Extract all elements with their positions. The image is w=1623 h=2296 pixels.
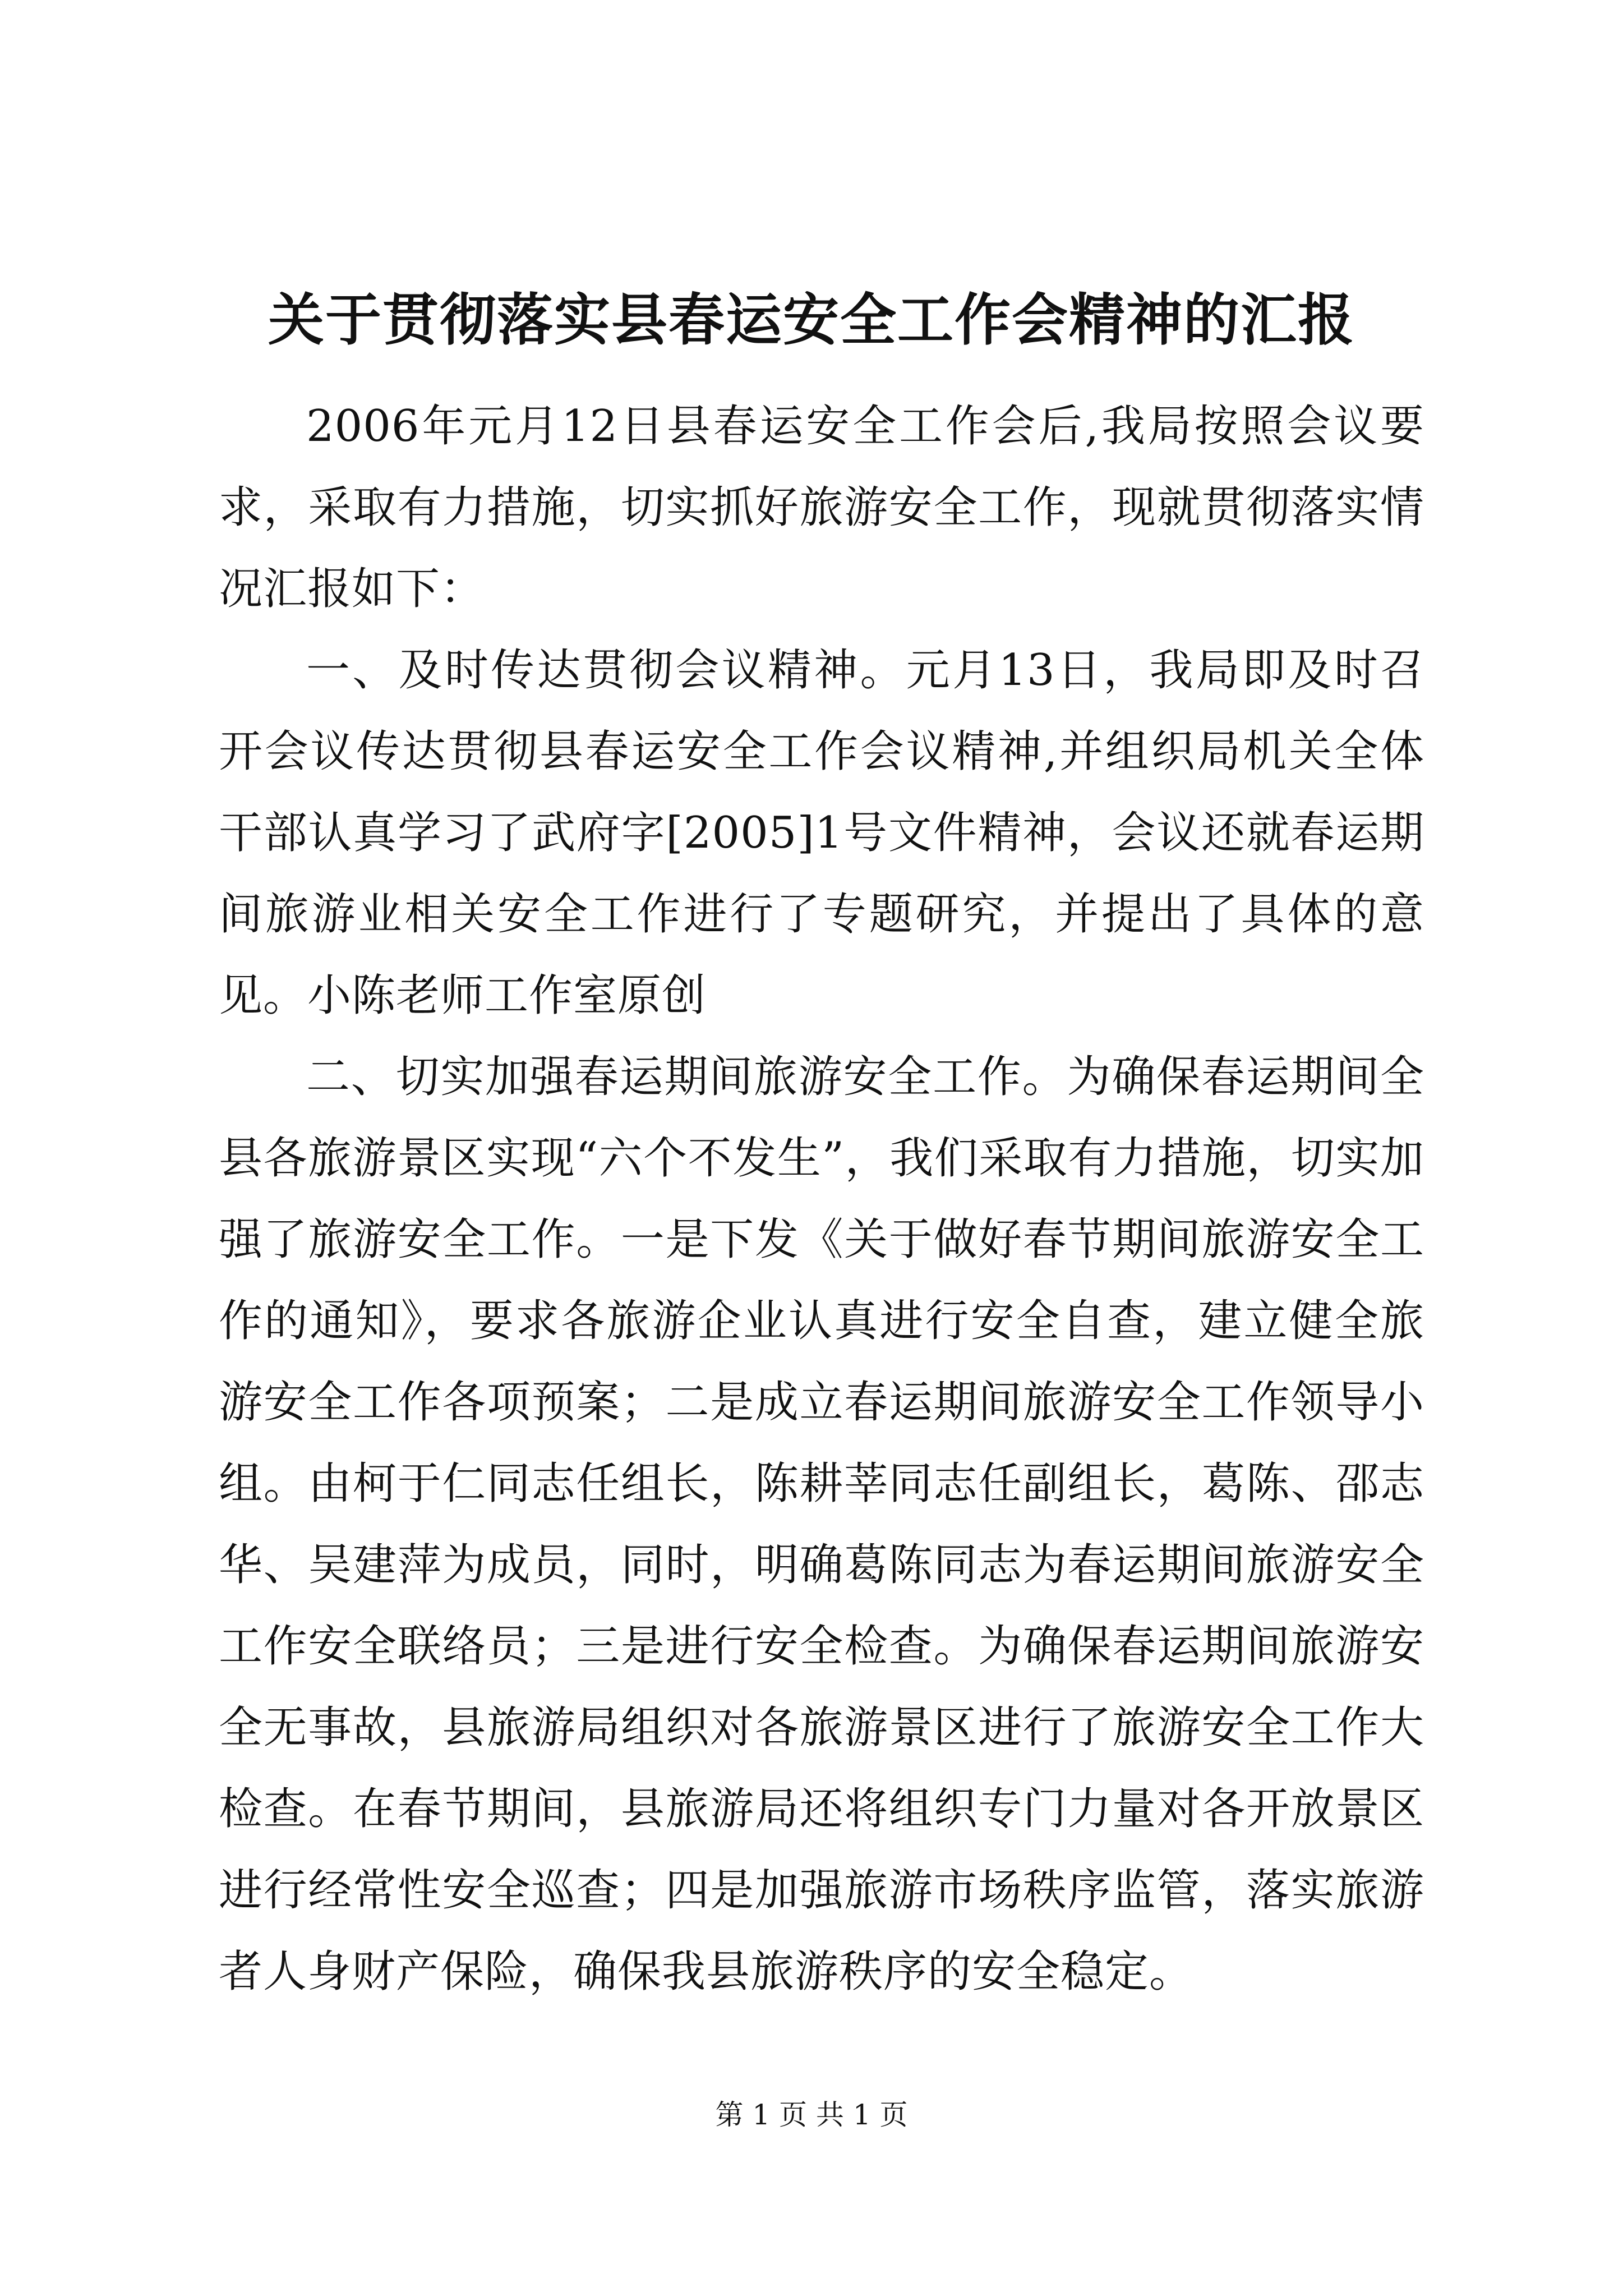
paragraph-intro: 2006年元月12日县春运安全工作会后,我局按照会议要求，采取有力措施，切实抓好旅游安全工作，现就贯彻落实情况汇报如下： [219, 401, 1424, 614]
document-body [219, 386, 1424, 2013]
document-title: 关于贯彻落实县春运安全工作会精神的汇报 [268, 287, 1355, 353]
page-number-footer: 第 1 页 共 1 页 [715, 2099, 908, 2131]
paragraph-section-two: 二、切实加强春运期间旅游安全工作。为确保春运期间全县各旅游景区实现“六个不发生”，我们采取有力措施，切实加强了旅游安全工作。一是下发《关于做好春节期间旅游安全工作的通知》，要求各旅游企业认真进行安全自查，建立健全旅游安全工作各项预案；二是成立春运期间旅游安全工作领导小组。由柯于仁同志任组长，陈耕莘同志任副组长，葛陈、邵志华、吴建萍为成员，同时，明确葛陈同志为春运期间旅游安全工作安全联络员；三是进行安全检查。为确保春运期间旅游安全无事故，县旅游局组织对各旅游景区进行了旅游安全工作大检查。在春节期间，县旅游局还将组织专门力量对各开放景区进行经常性安全巡查；四是加强旅游市场秩序监管，落实旅游者人身财产保险，确保我县旅游秩序的安全稳定。 [219, 1052, 1424, 1997]
paragraph-section-one: 一、及时传达贯彻会议精神。元月13日，我局即及时召开会议传达贯彻县春运安全工作会议精神,并组织局机关全体干部认真学习了武府字[2005]1号文件精神，会议还就春运期间旅游业相关安全工作进行了专题研究，并提出了具体的意见。小陈老师工作室原创 [219, 645, 1424, 1021]
